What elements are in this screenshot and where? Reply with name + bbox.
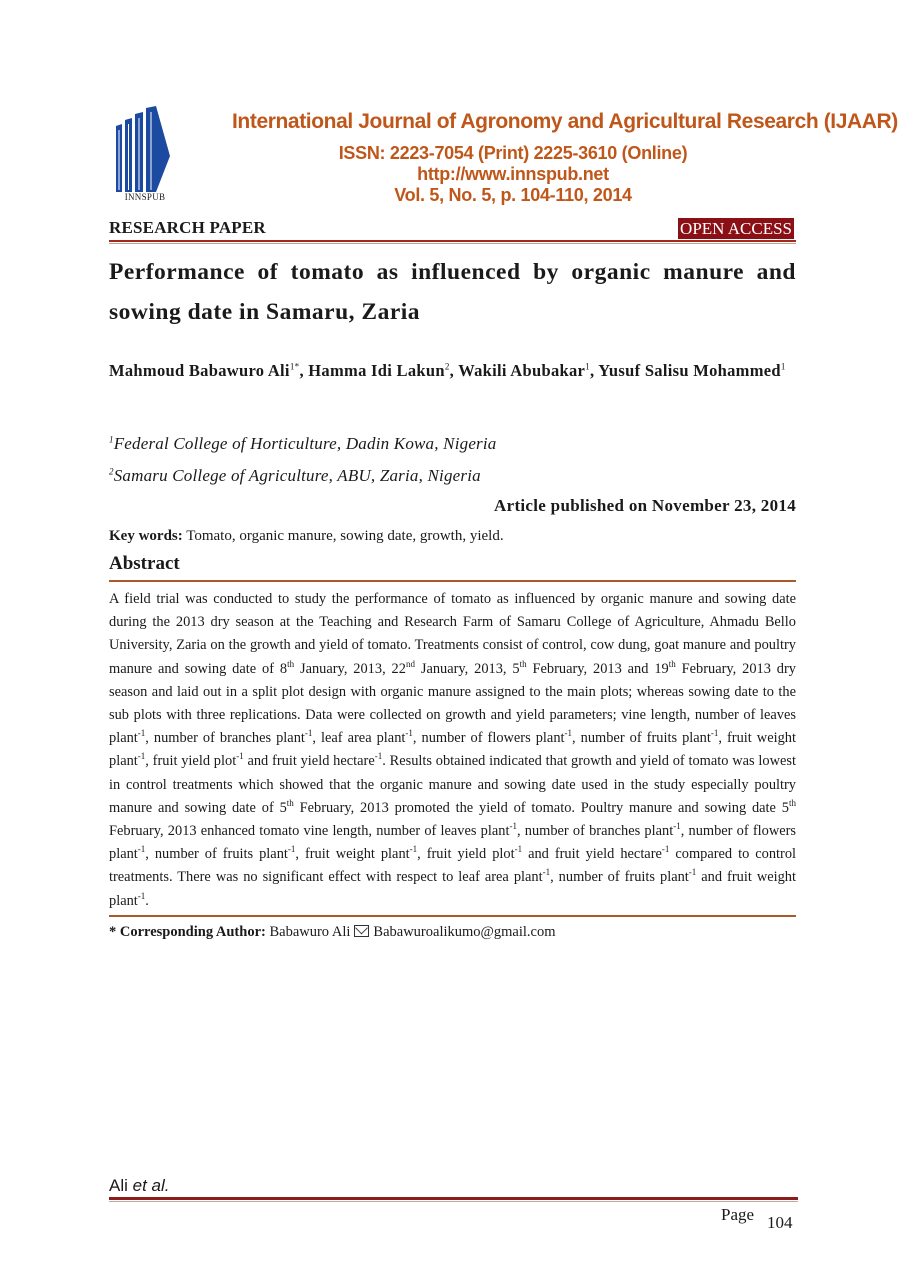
- logo-text: INNSPUB: [124, 192, 166, 202]
- abstract-text: January, 2013, 22: [294, 660, 406, 677]
- mail-icon: [354, 925, 369, 937]
- abstract-text: January, 2013, 5: [414, 660, 520, 677]
- corresponding-author: [109, 924, 556, 941]
- journal-url-link[interactable]: http://www.innspub.net: [417, 164, 609, 184]
- journal-title: International Journal of Agronomy and Agricultural Research (IJAAR): [232, 110, 898, 133]
- affiliation-1: [109, 434, 497, 454]
- abstract-superscript: th: [668, 658, 676, 669]
- abstract-superscript: -1: [661, 844, 670, 855]
- abstract-superscript: th: [519, 658, 527, 669]
- page-label: Page: [721, 1205, 755, 1224]
- footer-divider-thin: [109, 1201, 798, 1202]
- keywords-label: Key words:: [109, 528, 183, 544]
- header-divider: [109, 240, 796, 242]
- keywords: [109, 528, 504, 545]
- abstract-superscript: -1: [137, 751, 146, 762]
- affiliation-text: Federal College of Horticulture, Dadin Kowa, Nigeria: [113, 434, 497, 453]
- footer-divider: [109, 1197, 798, 1200]
- affiliation-mark: 1: [109, 434, 114, 445]
- abstract-text: , fruit yield plot: [145, 753, 237, 770]
- footer-author: [109, 1176, 170, 1196]
- abstract-superscript: -1: [236, 751, 244, 762]
- author-name: Yusuf Salisu Mohammed: [598, 361, 781, 380]
- abstract-text: , number of branches plant: [516, 823, 674, 840]
- abstract-superscript: -1: [710, 728, 719, 739]
- abstract-text: and fruit yield hectare: [243, 753, 375, 770]
- open-access-badge: OPEN ACCESS: [680, 219, 792, 238]
- abstract-superscript: -1: [287, 844, 296, 855]
- abstract-superscript: -1: [405, 728, 413, 739]
- affiliation-mark: 2: [109, 466, 114, 477]
- abstract-top-divider: [109, 580, 796, 582]
- author-name: Wakili Abubakar: [458, 361, 586, 380]
- footer-author-name: Ali: [109, 1176, 128, 1195]
- abstract-text: and fruit yield hectare: [522, 846, 662, 863]
- abstract-superscript: -1: [542, 867, 551, 878]
- keywords-text: Tomato, organic manure, sowing date, growth, yield.: [186, 528, 504, 544]
- page-number: 104: [767, 1213, 793, 1232]
- abstract-superscript: -1: [514, 844, 523, 855]
- abstract-superscript: -1: [374, 751, 383, 762]
- abstract-text: . Results obtained indicated that growth and yield of tomato was lowest in control treatments which showed that the organic manure and sowing date used in the study especially poultry manure and sowing date of 5: [109, 753, 796, 816]
- abstract-superscript: -1: [688, 867, 697, 878]
- abstract-text: February, 2013 promoted the yield of tomato. Poultry manure and sowing date 5: [293, 799, 789, 816]
- abstract-superscript: nd: [405, 658, 415, 669]
- abstract-text: and fruit weight plant: [109, 869, 796, 909]
- volume-info: Vol. 5, No. 5, p. 104-110, 2014: [394, 185, 632, 205]
- abstract-text: February, 2013 and 19: [526, 660, 669, 677]
- abstract-superscript: -1: [673, 821, 681, 832]
- author-list: Mahmoud Babawuro Ali$^{1*}$, Hamma Idi Lakun$^2$, Wakili Abubakar$^1$, Yusuf Salisu Mohammed$^1$: [109, 361, 786, 380]
- published-date: Article published on November 23, 2014: [494, 496, 796, 515]
- abstract-superscript: -1: [137, 890, 146, 901]
- author-affiliation-mark: 1: [780, 361, 786, 372]
- header-divider-thin: [109, 243, 796, 244]
- abstract-superscript: -1: [409, 844, 418, 855]
- abstract-body: [109, 588, 796, 913]
- abstract-text: , number of flowers plant: [412, 730, 565, 747]
- abstract-text: , leaf area plant: [312, 730, 406, 747]
- abstract-text: , fruit weight plant: [295, 846, 410, 863]
- abstract-text: , number of fruits plant: [145, 846, 288, 863]
- abstract-superscript: th: [286, 798, 294, 809]
- abstract-text: , fruit yield plot: [417, 846, 515, 863]
- abstract-text: , number of fruits plant: [550, 869, 689, 886]
- footer-et-al: et al.: [132, 1176, 170, 1195]
- paper-type-label: RESEARCH PAPER: [109, 218, 266, 237]
- abstract-superscript: -1: [509, 821, 517, 832]
- abstract-superscript: -1: [137, 728, 146, 739]
- abstract-text: February, 2013 dry season and laid out in a split plot design with organic manure assigned to the main plots; whereas sowing date to the sub plots with three replications. Data were collected on growth and yield parameters; vine length, number of leaves plant: [109, 660, 796, 747]
- author-name: Mahmoud Babawuro Ali: [109, 361, 290, 380]
- abstract-text: compared to control treatments. There was no significant effect with respect to leaf area plant: [109, 846, 797, 886]
- abstract-superscript: -1: [137, 844, 146, 855]
- abstract-bottom-divider: [109, 915, 796, 917]
- abstract-superscript: -1: [564, 728, 573, 739]
- corresponding-label: * Corresponding Author:: [109, 924, 266, 940]
- corresponding-name: Babawuro Ali: [269, 924, 351, 940]
- abstract-text: , number of fruits plant: [572, 730, 711, 747]
- author-name: Hamma Idi Lakun: [308, 361, 445, 380]
- abstract-text: February, 2013 enhanced tomato vine length, number of leaves plant: [109, 823, 510, 840]
- abstract-heading: Abstract: [109, 553, 180, 574]
- abstract-text: .: [145, 892, 149, 909]
- abstract-text: , number of flowers plant: [109, 823, 797, 863]
- affiliation-text: Samaru College of Agriculture, ABU, Zaria, Nigeria: [113, 466, 481, 485]
- abstract-text: A field trial was conducted to study the performance of tomato as influenced by organic manure and sowing date during the 2013 dry season at the Teaching and Research Farm of Samaru College of Agriculture, Ahmadu Bello University, Zaria on the growth and yield of tomato. Treatments consist of control, cow dung, goat manure and poultry manure and sowing date of 8: [109, 591, 796, 677]
- affiliation-2: [109, 466, 481, 486]
- abstract-superscript: th: [287, 658, 295, 669]
- corresponding-email-link[interactable]: Babawuroalikumo@gmail.com: [373, 924, 556, 940]
- author-affiliation-mark: 2: [444, 361, 450, 372]
- abstract-superscript: th: [788, 798, 796, 809]
- abstract-text: , fruit weight plant: [109, 730, 796, 770]
- issn: ISSN: 2223-7054 (Print) 2225-3610 (Online): [338, 143, 688, 163]
- abstract-text: , number of branches plant: [145, 730, 305, 747]
- author-affiliation-mark: 1*: [289, 361, 300, 372]
- article-title: Performance of tomato as influenced by organic manure and sowing date in Samaru, Zaria: [109, 259, 796, 325]
- abstract-superscript: -1: [304, 728, 313, 739]
- author-affiliation-mark: 1: [585, 361, 590, 372]
